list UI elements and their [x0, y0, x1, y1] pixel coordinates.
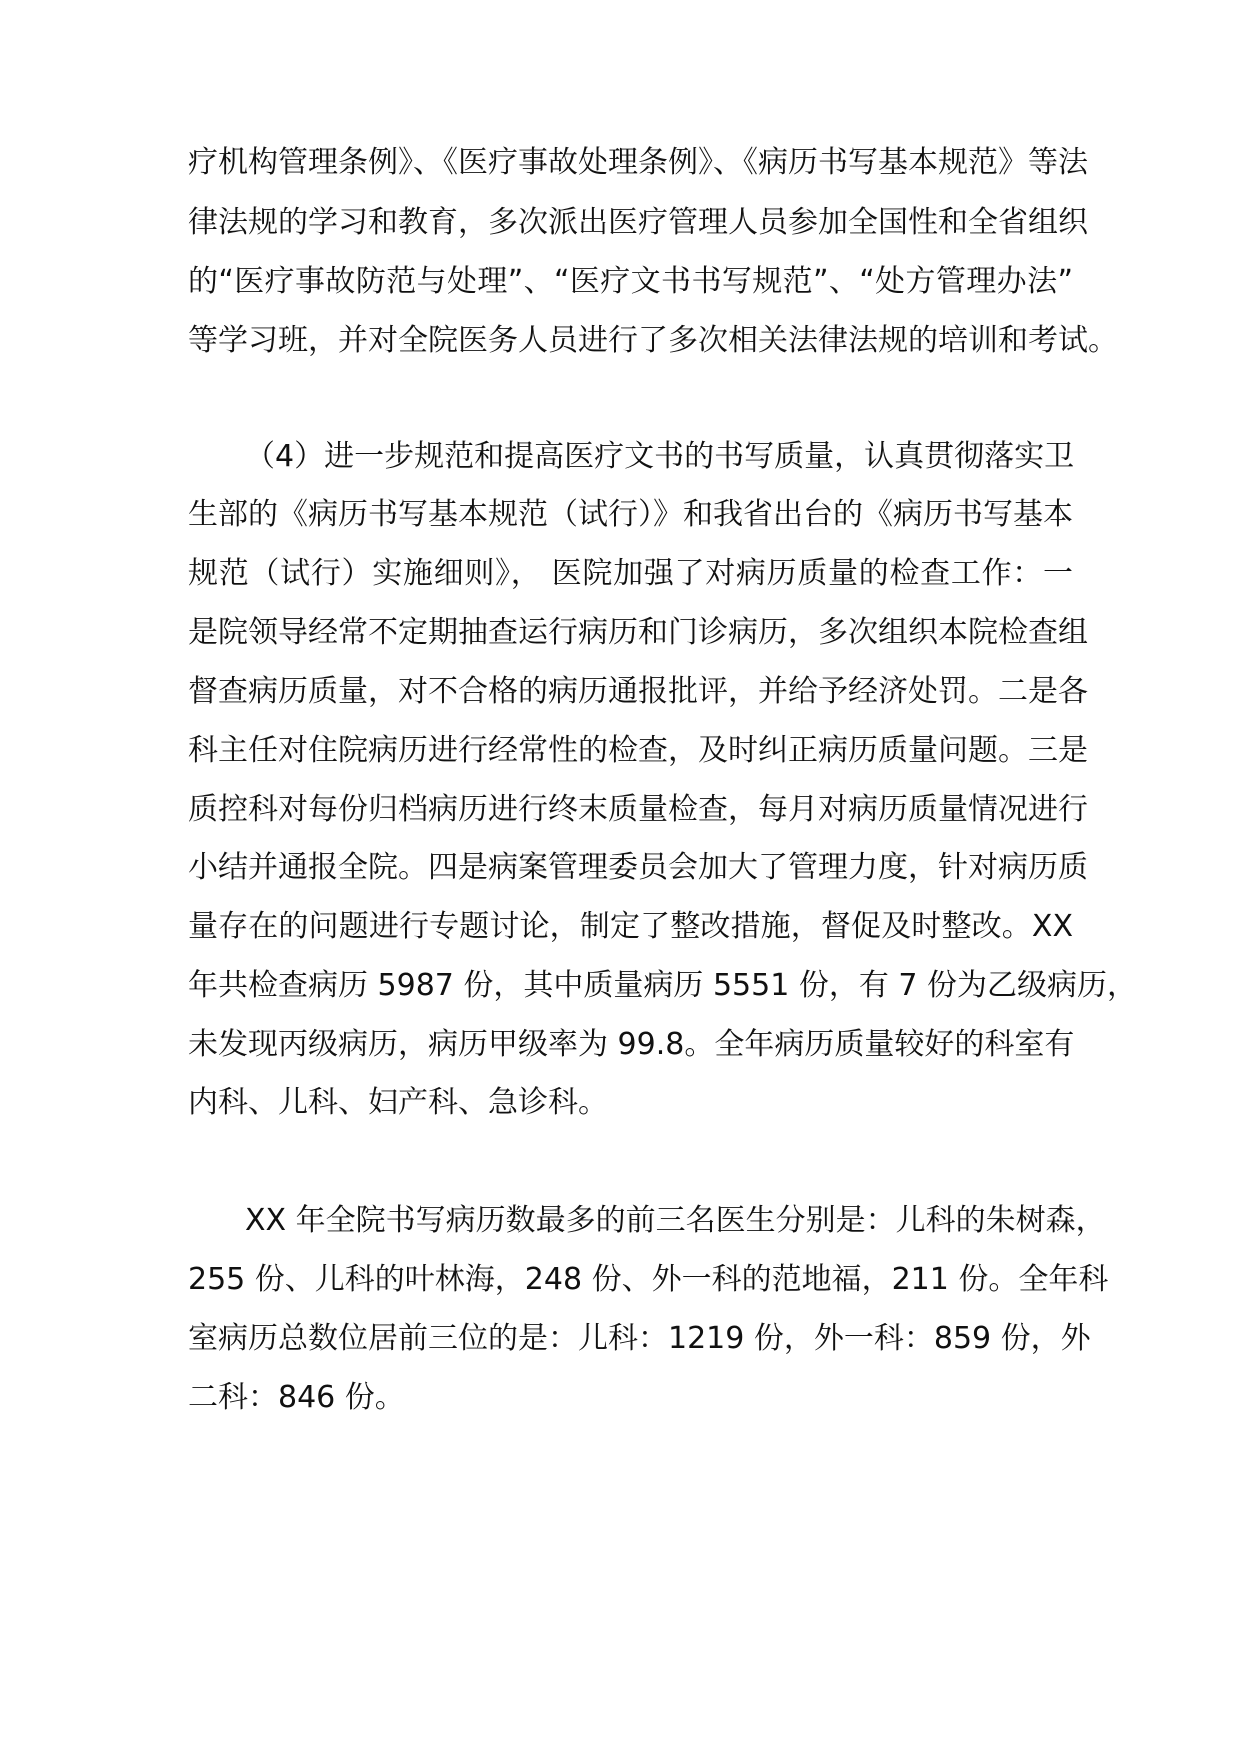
paragraph-1-line-3: 的“医疗事故防范与处理”、“医疗文书书写规范”、“处方管理办法”: [188, 264, 1073, 299]
paragraph-2-line-6: 科主任对住院病历进行经常性的检查，及时纠正病历质量问题。三是: [188, 733, 1088, 768]
paragraph-1-line-2: 律法规的学习和教育，多次派出医疗管理人员参加全国性和全省组织: [188, 205, 1088, 240]
paragraph-2-line-4: 是院领导经常不定期抽查运行病历和门诊病历，多次组织本院检查组: [188, 615, 1088, 650]
paragraph-3-line-3: 室病历总数位居前三位的是：儿科：1219 份，外一科：859 份，外: [188, 1321, 1091, 1356]
paragraph-1-line-1: 疗机构管理条例》、《医疗事故处理条例》、《病历书写基本规范》等法: [188, 145, 1088, 180]
paragraph-3-line-4: 二科：846 份。: [188, 1380, 405, 1415]
paragraph-3-line-2: 255 份、儿科的叶林海，248 份、外一科的范地福，211 份。全年科: [188, 1262, 1109, 1297]
paragraph-2-line-7: 质控科对每份归档病历进行终末质量检查，每月对病历质量情况进行: [188, 792, 1088, 827]
paragraph-2-line-2: 生部的《病历书写基本规范（试行）》和我省出台的《病历书写基本: [188, 497, 1073, 532]
paragraph-2-line-8: 小结并通报全院。四是病案管理委员会加大了管理力度，针对病历质: [188, 850, 1088, 885]
paragraph-3-line-1: XX 年全院书写病历数最多的前三名医生分别是：儿科的朱树森，: [245, 1203, 1106, 1238]
paragraph-2-line-10: 年共检查病历 5987 份，其中质量病历 5551 份，有 7 份为乙级病历，: [188, 968, 1137, 1003]
paragraph-2-line-5: 督查病历质量，对不合格的病历通报批评，并给予经济处罚。二是各: [188, 674, 1088, 709]
paragraph-2-line-11: 未发现丙级病历，病历甲级率为 99.8。全年病历质量较好的科室有: [188, 1027, 1075, 1062]
paragraph-2-line-9: 量存在的问题进行专题讨论，制定了整改措施，督促及时整改。XX: [188, 909, 1073, 944]
paragraph-1-line-4: 等学习班，并对全院医务人员进行了多次相关法律法规的培训和考试。: [188, 323, 1118, 358]
paragraph-2-line-12: 内科、儿科、妇产科、急诊科。: [188, 1085, 608, 1120]
paragraph-2-line-3: 规范（试行）实施细则》， 医院加强了对病历质量的检查工作：一: [188, 556, 1073, 591]
paragraph-2-line-1: （4）进一步规范和提高医疗文书的书写质量，认真贯彻落实卫: [245, 439, 1075, 474]
